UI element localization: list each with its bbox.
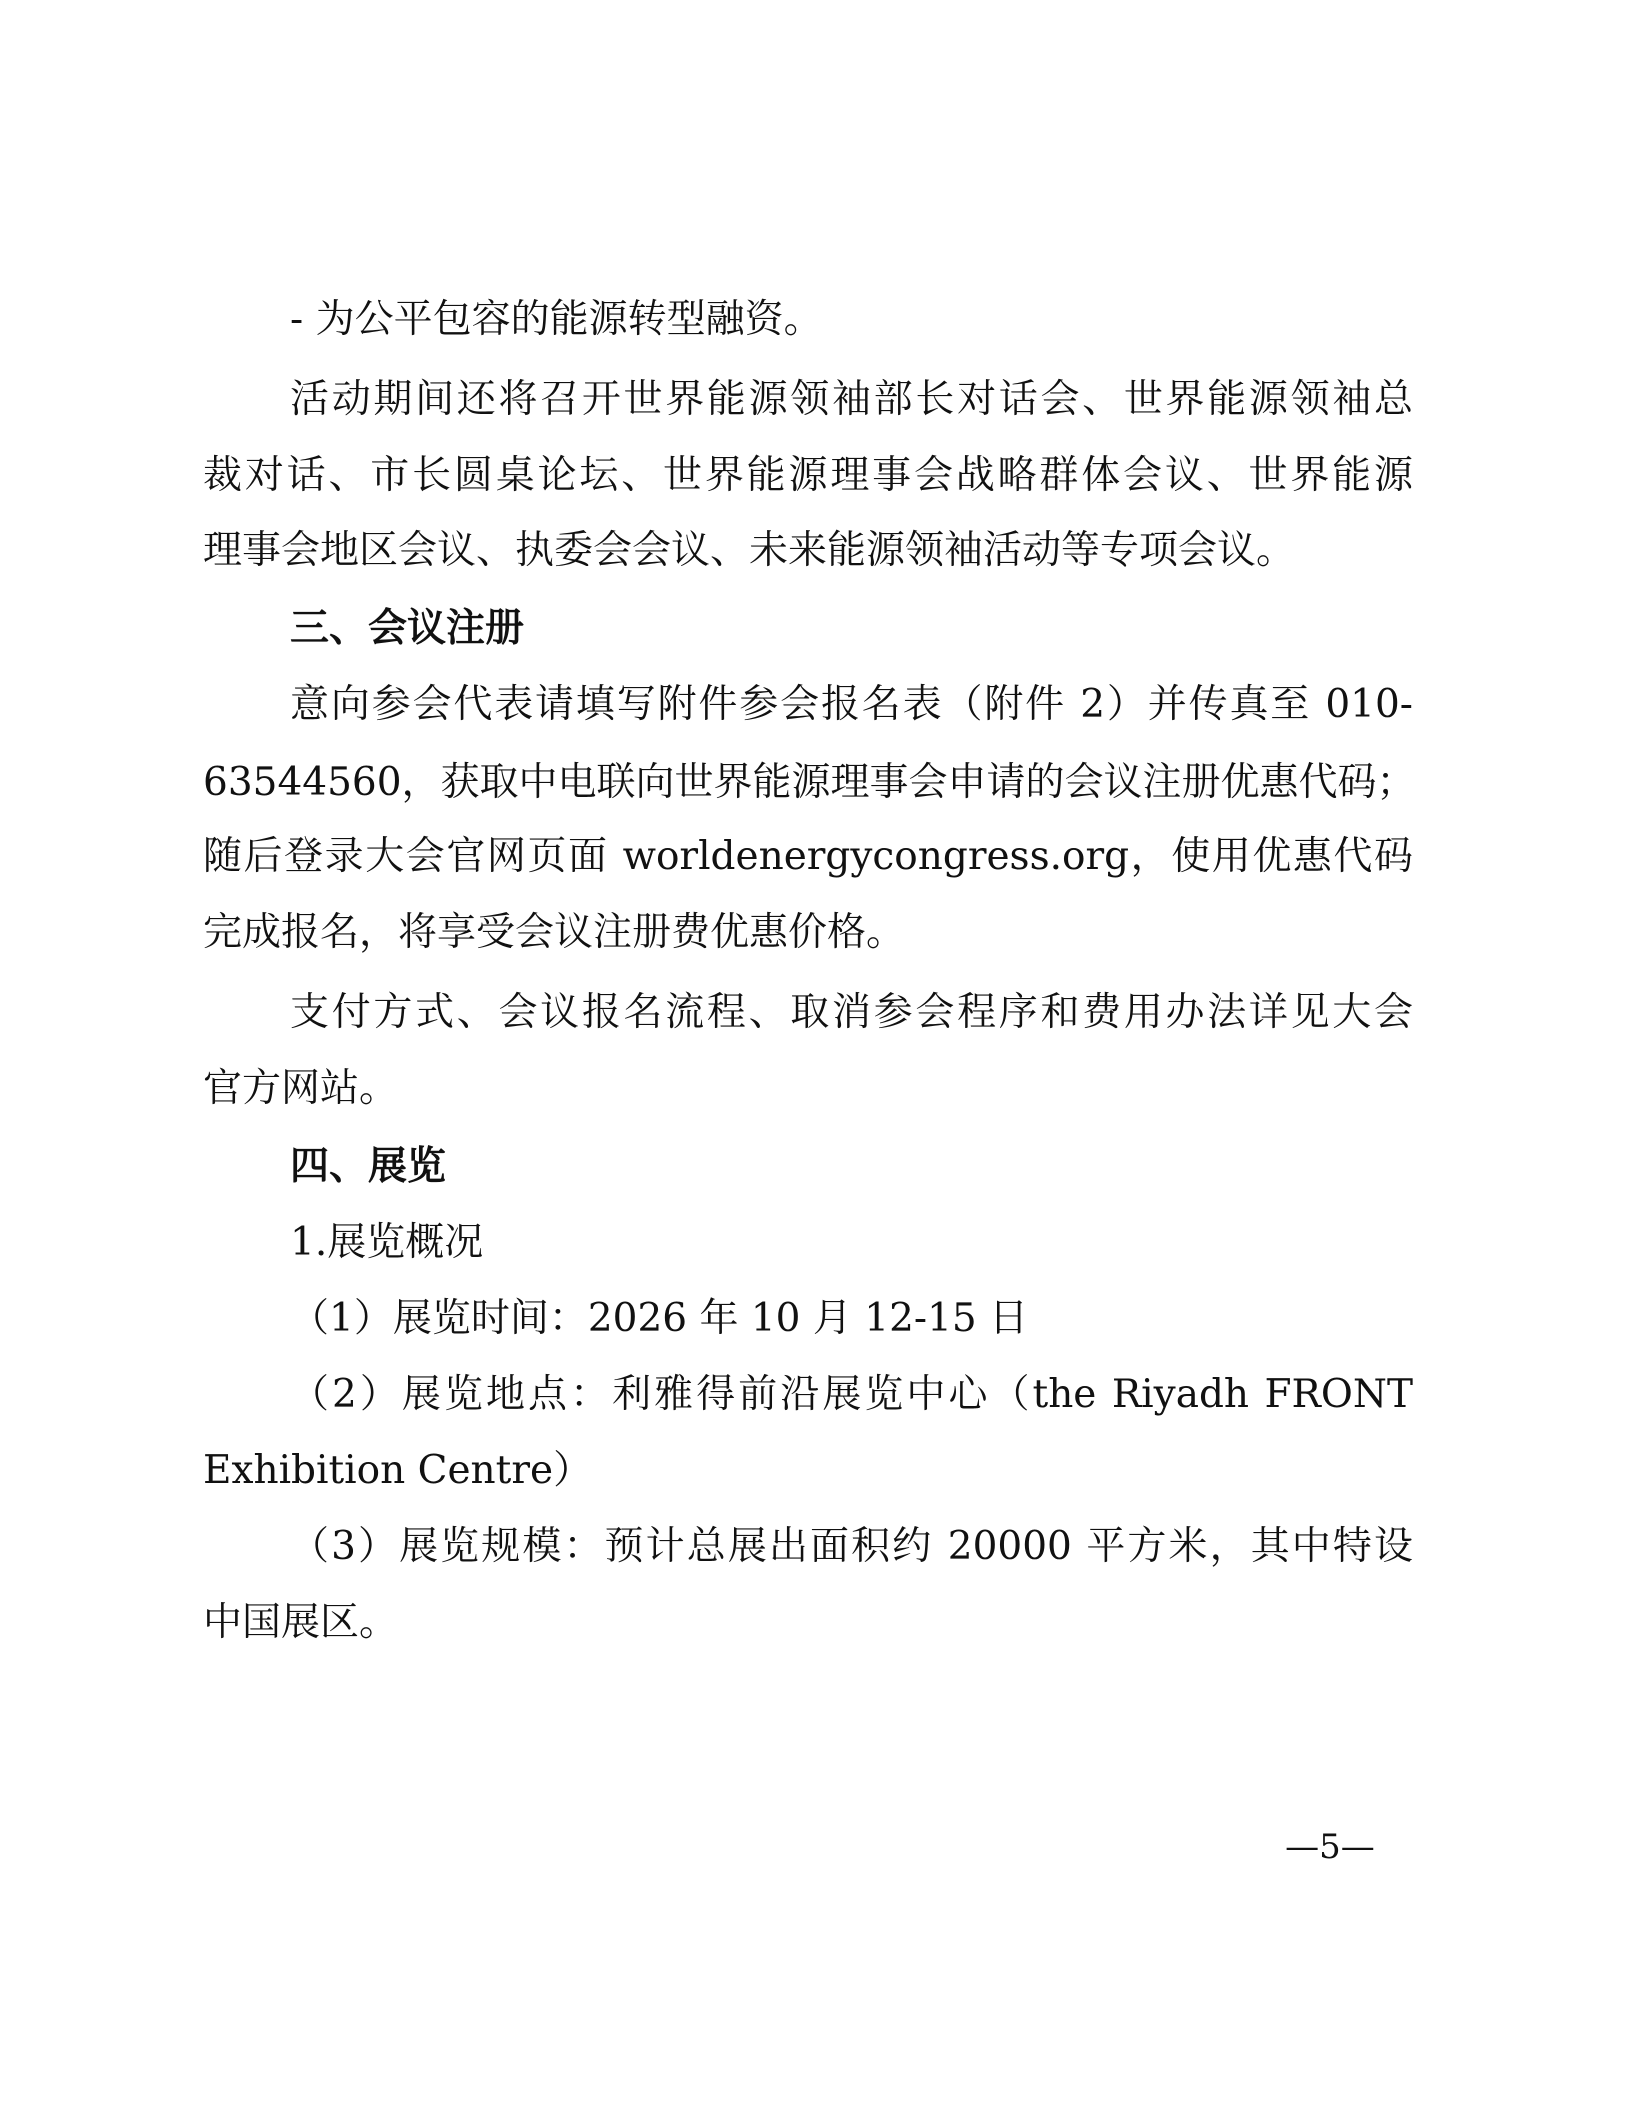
list-item-venue-cont: Exhibition Centre） xyxy=(203,1448,593,1493)
list-item-venue: （2）展览地点：利雅得前沿展览中心（the Riyadh FRONT xyxy=(290,1372,1413,1417)
paragraph-line: 63544560，获取中电联向世界能源理事会申请的会议注册优惠代码； xyxy=(203,760,1416,805)
bullet-line: - 为公平包容的能源转型融资。 xyxy=(290,297,823,342)
paragraph-line: 意向参会代表请填写附件参会报名表（附件 2）并传真至 010- xyxy=(290,682,1413,727)
paragraph-line: 理事会地区会议、执委会会议、未来能源领袖活动等专项会议。 xyxy=(203,528,1296,573)
list-item-time: （1）展览时间：2026 年 10 月 12-15 日 xyxy=(290,1296,1029,1341)
list-item-scale: （3）展览规模：预计总展出面积约 20000 平方米，其中特设 xyxy=(290,1524,1413,1569)
paragraph-line: 完成报名，将享受会议注册费优惠价格。 xyxy=(203,910,906,955)
page-number: —5— xyxy=(1285,1827,1375,1867)
paragraph-line: 随后登录大会官网页面 worldenergycongress.org，使用优惠代码 xyxy=(203,834,1413,879)
paragraph-line: 裁对话、市长圆桌论坛、世界能源理事会战略群体会议、世界能源 xyxy=(203,453,1413,498)
paragraph-line: 活动期间还将召开世界能源领袖部长对话会、世界能源领袖总 xyxy=(290,377,1413,422)
paragraph-line: 官方网站。 xyxy=(203,1066,399,1111)
paragraph-line: 支付方式、会议报名流程、取消参会程序和费用办法详见大会 xyxy=(290,990,1413,1035)
section-heading-registration: 三、会议注册 xyxy=(290,606,525,651)
subheading-exhibition-overview: 1.展览概况 xyxy=(290,1220,484,1265)
section-heading-exhibition: 四、展览 xyxy=(290,1144,447,1189)
list-item-scale-cont: 中国展区。 xyxy=(203,1600,399,1645)
